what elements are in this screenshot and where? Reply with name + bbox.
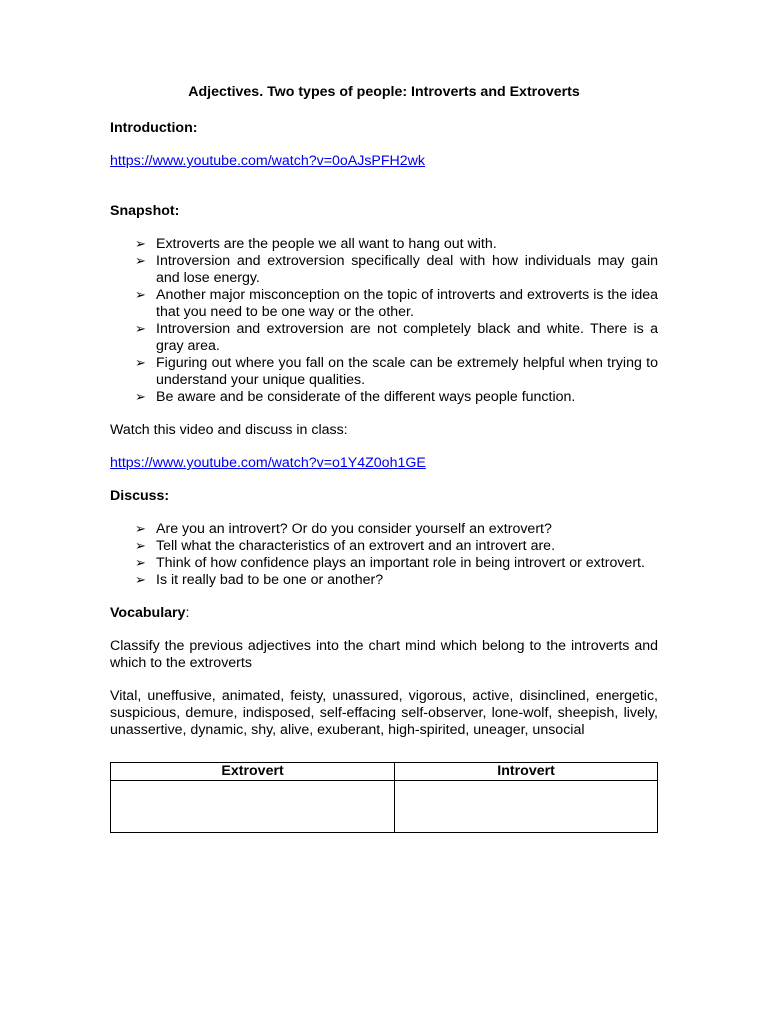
list-item: ➢ Think of how confidence plays an important role in being introvert or extrovert. (135, 555, 645, 571)
arrow-bullet-icon: ➢ (135, 322, 146, 337)
introvert-cell[interactable] (395, 781, 658, 833)
introduction-heading: Introduction: (110, 120, 198, 136)
snapshot-list (110, 236, 658, 406)
document-title: Adjectives. Two types of people: Introverts and Extroverts (188, 84, 580, 100)
arrow-bullet-icon: ➢ (135, 539, 146, 554)
arrow-bullet-icon: ➢ (135, 254, 146, 269)
document-page (110, 84, 658, 833)
arrow-bullet-icon: ➢ (135, 390, 146, 405)
discuss-heading: Discuss: (110, 488, 170, 504)
video-link[interactable]: https://www.youtube.com/watch?v=o1Y4Z0oh1GE (110, 455, 426, 471)
arrow-bullet-icon: ➢ (135, 573, 146, 588)
list-item: ➢ Introversion and extroversion are not completely black and white. There is a gray area. (135, 321, 658, 354)
list-item: ➢ Tell what the characteristics of an extrovert and an introvert are. (135, 538, 556, 554)
vocabulary-heading: Vocabulary (110, 605, 186, 621)
introduction-link[interactable]: https://www.youtube.com/watch?v=0oAJsPFH2wk (110, 153, 426, 169)
extrovert-column-header: Extrovert (111, 763, 395, 781)
list-item: ➢ Is it really bad to be one or another? (135, 572, 384, 588)
vocabulary-word-list: Vital, uneffusive, animated, feisty, unassured, vigorous, active, disinclined, energetic, suspicious, demure, indisposed, self-effacing self-observer, lone-wolf, sheepish, lively, unassertive, dynamic, shy, alive, exuberant, high-spirited, uneager, unsocial (110, 688, 658, 738)
introvert-column-header: Introvert (395, 763, 658, 781)
arrow-bullet-icon: ➢ (135, 556, 146, 571)
discuss-list (110, 521, 658, 589)
snapshot-heading: Snapshot: (110, 203, 180, 219)
arrow-bullet-icon: ➢ (135, 522, 146, 537)
list-item: ➢ Extroverts are the people we all want to hang out with. (135, 236, 497, 252)
vocabulary-colon: : (185, 605, 190, 621)
list-item: ➢ Are you an introvert? Or do you consider yourself an extrovert? (135, 521, 552, 537)
vocabulary-instruction: Classify the previous adjectives into the chart mind which belong to the introverts and which to the extroverts (110, 638, 658, 671)
arrow-bullet-icon: ➢ (135, 288, 146, 303)
list-item: ➢ Introversion and extroversion specifically deal with how individuals may gain and lose energy. (135, 253, 658, 286)
arrow-bullet-icon: ➢ (135, 356, 146, 371)
extrovert-cell[interactable] (111, 781, 395, 833)
list-item: ➢ Another major misconception on the topic of introverts and extroverts is the idea that you need to be one way or the other. (135, 287, 658, 320)
list-item: ➢ Be aware and be considerate of the different ways people function. (135, 389, 576, 405)
list-item: ➢ Figuring out where you fall on the scale can be extremely helpful when trying to understand your unique qualities. (135, 355, 658, 388)
video-instruction: Watch this video and discuss in class: (110, 422, 348, 438)
arrow-bullet-icon: ➢ (135, 237, 146, 252)
classification-chart (110, 762, 658, 833)
vocabulary-heading-line (110, 605, 658, 622)
